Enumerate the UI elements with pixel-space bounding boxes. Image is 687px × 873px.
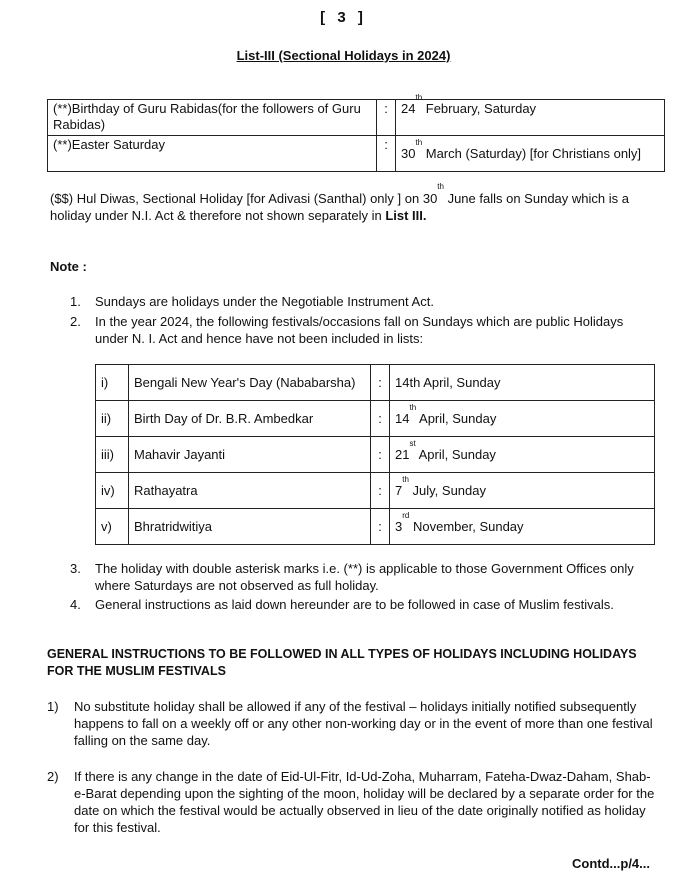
holiday-description: (**)Easter Saturday <box>48 136 377 172</box>
festival-date: 14th April, Sunday <box>390 401 655 437</box>
row-number: i) <box>96 365 129 401</box>
table-row <box>48 100 665 136</box>
table-row <box>96 365 655 401</box>
sectional-holidays-table <box>47 93 665 172</box>
colon-separator: : <box>377 136 396 172</box>
instruction-item <box>47 768 657 836</box>
colon-separator: : <box>371 365 390 401</box>
table-row <box>96 437 655 473</box>
hul-diwas-note: ($$) Hul Diwas, Sectional Holiday [for Adivasi (Santhal) only ] on 30th June falls on Sunday which is a holiday under N.I. Act & therefore not shown separately in List III. <box>50 182 629 223</box>
list-title: List-III (Sectional Holidays in 2024) <box>236 48 451 63</box>
colon-separator: : <box>377 100 396 136</box>
instruction-item <box>47 698 657 749</box>
festival-date: 21st April, Sunday <box>390 437 655 473</box>
page-number: [ 3 ] <box>320 9 367 26</box>
note-item <box>70 313 660 347</box>
instruction-text: If there is any change in the date of Eid-Ul-Fitr, Id-Ud-Zoha, Muharram, Fateha-Dwaz-Daham, Shab-e-Barat depending upon the sighting of the moon, holiday will be declared by a separate order for the date on which the festival would be actually observed in lieu of the date originally notified as holiday for this festival. <box>74 769 655 835</box>
note-number: 3. <box>70 561 81 576</box>
festival-name: Bengali New Year's Day (Nababarsha) <box>129 365 371 401</box>
festival-date: 7th July, Sunday <box>390 473 655 509</box>
note-number: 2. <box>70 314 81 329</box>
note-item <box>70 596 660 613</box>
note-label: Note : <box>50 259 87 274</box>
note-text: In the year 2024, the following festivals/occasions fall on Sundays which are public Holidays under N. I. Act and hence have not been included in lists: <box>95 314 624 346</box>
table-row <box>96 473 655 509</box>
festival-name: Birth Day of Dr. B.R. Ambedkar <box>129 401 371 437</box>
note-number: 1. <box>70 294 81 309</box>
row-number: iii) <box>96 437 129 473</box>
festival-name: Bhratridwitiya <box>129 509 371 545</box>
note-text: The holiday with double asterisk marks i.e. (**) is applicable to those Government Offices only where Saturdays are not observed as full holiday. <box>95 561 634 593</box>
instruction-text: No substitute holiday shall be allowed if any of the festival – holidays initially notified subsequently happens to fall on a weekly off or any other non-working day or in the event of more than one festival falling on the same day. <box>74 699 653 748</box>
festival-name: Rathayatra <box>129 473 371 509</box>
colon-separator: : <box>371 437 390 473</box>
table-row <box>48 136 665 172</box>
note-text: Sundays are holidays under the Negotiable Instrument Act. <box>95 294 434 309</box>
holiday-description: (**)Birthday of Guru Rabidas(for the followers of Guru Rabidas) <box>48 100 377 136</box>
note-item <box>70 293 660 310</box>
sunday-holidays-table <box>95 364 655 545</box>
festival-name: Mahavir Jayanti <box>129 437 371 473</box>
row-number: ii) <box>96 401 129 437</box>
festival-date: 14th April, Sunday <box>390 365 655 401</box>
row-number: iv) <box>96 473 129 509</box>
instruction-number: 2) <box>47 769 59 784</box>
colon-separator: : <box>371 509 390 545</box>
colon-separator: : <box>371 473 390 509</box>
continued-marker: Contd...p/4... <box>572 856 650 871</box>
colon-separator: : <box>371 401 390 437</box>
note-text: General instructions as laid down hereunder are to be followed in case of Muslim festivals. <box>95 597 614 612</box>
table-row <box>96 509 655 545</box>
holiday-date: 24th February, Saturday <box>396 100 665 136</box>
row-number: v) <box>96 509 129 545</box>
holiday-date: 30th March (Saturday) [for Christians only] <box>396 136 665 172</box>
instruction-number: 1) <box>47 699 59 714</box>
note-item <box>70 560 660 594</box>
festival-date: 3rd November, Sunday <box>390 509 655 545</box>
note-number: 4. <box>70 597 81 612</box>
table-row <box>96 401 655 437</box>
general-instructions-title: GENERAL INSTRUCTIONS TO BE FOLLOWED IN ALL TYPES OF HOLIDAYS INCLUDING HOLIDAYS FOR THE MUSLIM FESTIVALS <box>47 647 637 678</box>
